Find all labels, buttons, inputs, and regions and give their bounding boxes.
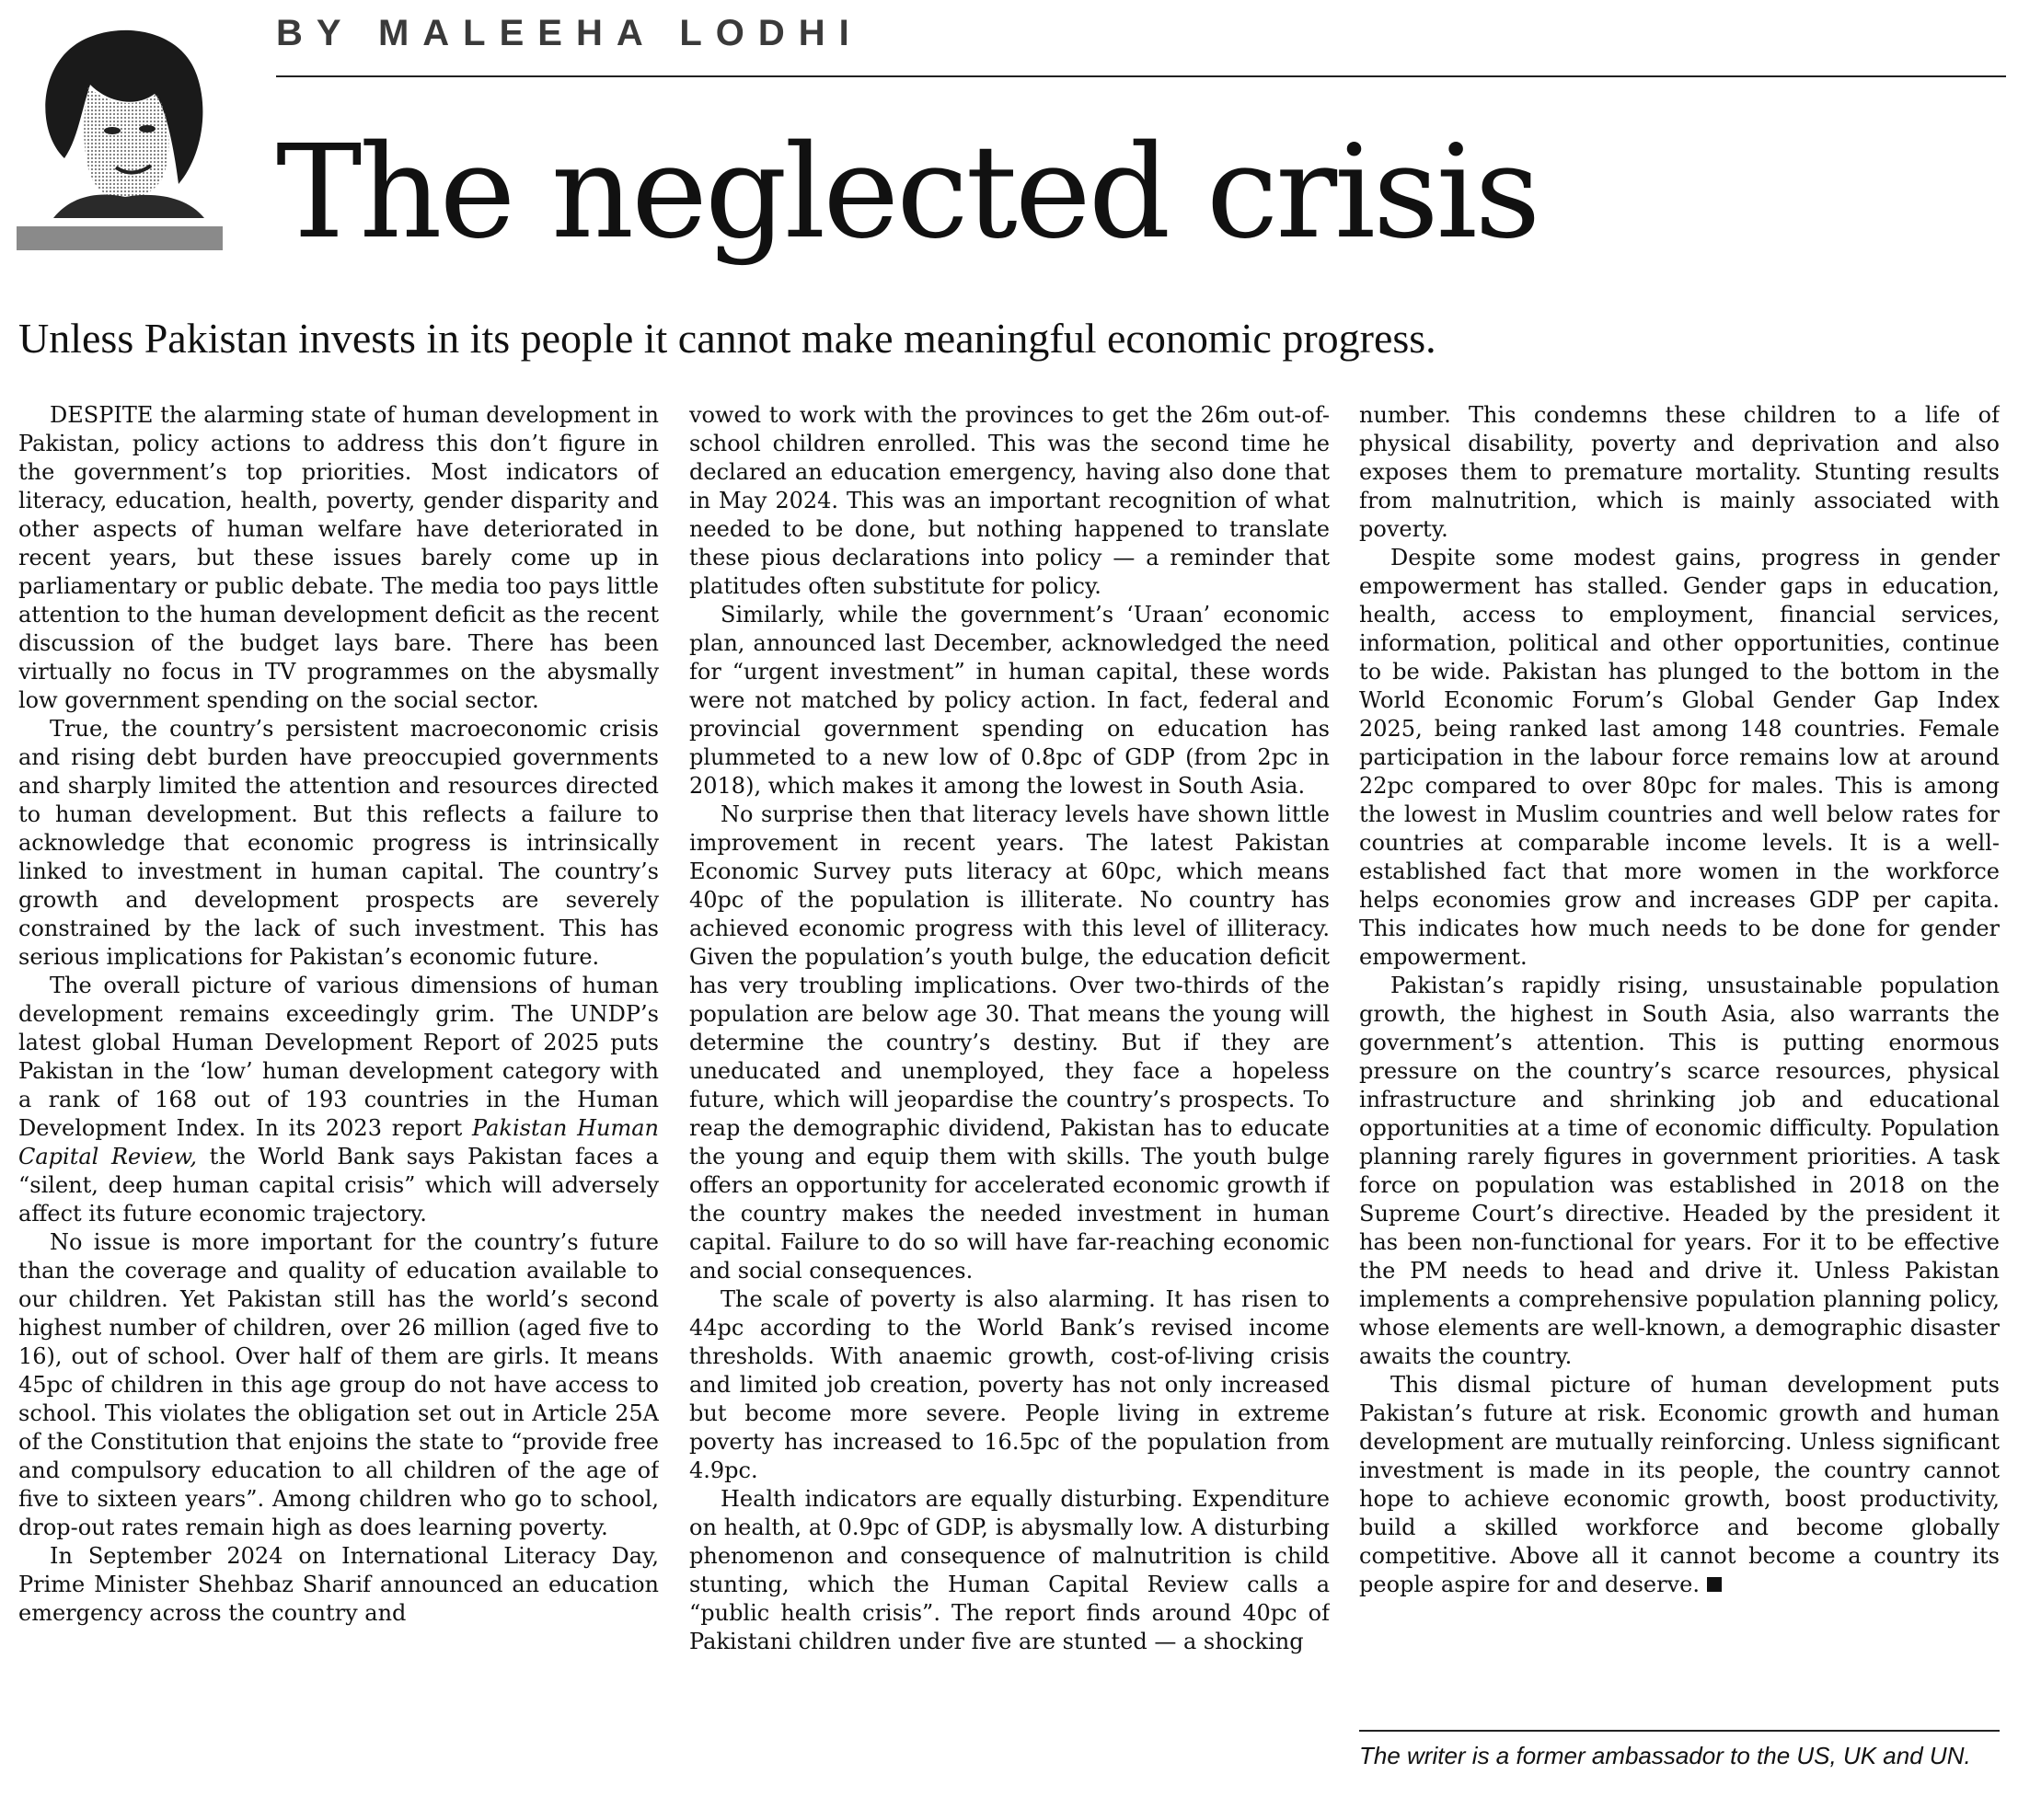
paragraph: No surprise then that literacy levels have shown little improvement in recent years. The latest Pakistan Economic Survey puts literacy at 60pc, which means 40pc of the population is illiterate. No country has achieved economic progress with this level of illiteracy. Given the population’s youth bulge, the education deficit has very troubling implications. Over two-thirds of the population are below age 30. That means the young will determine the country’s destiny. But if they are uneducated and unemployed, they face a hopeless future, which will jeopardise the country’s prospects. To reap the demographic dividend, Pakistan has to educate the young and equip them with skills. The youth bulge offers an opportunity for accelerated economic growth if the country makes the needed investment in human capital. Failure to do so will have far-reaching economic and social consequences.	[689, 801, 1330, 1284]
paragraph: In September 2024 on International Literacy Day, Prime Minister Shehbaz Sharif announced an education emergency across the country and	[18, 1543, 659, 1626]
byline-rule	[276, 75, 2006, 77]
article-column-1	[18, 401, 659, 1809]
paragraph: No issue is more important for the country’s future than the coverage and quality of education available to our children. Yet Pakistan still has the world’s second highest number of children, over 26 million (aged five to 16), out of school. Over half of them are girls. It means 45pc of children in this age group do not have access to school. This violates the obligation set out in Article 25A of the Constitution that enjoins the state to “provide free and compulsory education to all children of the age of five to sixteen years”. Among children who go to school, drop-out rates remain high as does learning poverty.	[18, 1229, 659, 1540]
paragraph: vowed to work with the provinces to get the 26m out-of-school children enrolled. This was the second time he declared an education emergency, having also done that in May 2024. This was an important recognition of what needed to be done, but nothing happened to translate these pious declarations into policy — a reminder that platitudes often substitute for policy.	[689, 402, 1330, 599]
byline: BY MALEEHA LODHI	[276, 13, 863, 53]
portrait-bar	[17, 226, 223, 250]
paragraph: True, the country’s persistent macroeconomic crisis and rising debt burden have preoccupied governments and sharply limited the attention and resources directed to human development. But this reflects a failure to acknowledge that economic progress is intrinsically linked to investment in human capital. The country’s growth and development prospects are severely constrained by the lack of such investment. This has serious implications for Pakistan’s economic future.	[18, 716, 659, 970]
footer-rule	[1359, 1730, 2000, 1732]
author-portrait	[17, 20, 223, 218]
paragraph-text: The overall picture of various dimensions of human development remains exceedingly grim. The UNDP’s latest global Human Development Report of 2025 puts Pakistan in the ‘low’ human development category with a rank of 168 out of 193 countries in the Human Development Index. In its 2023 report	[18, 973, 659, 1141]
paragraph-text: the World Bank says Pakistan faces a “silent, deep human capital crisis” which will adversely affect its future economic trajectory.	[18, 1144, 659, 1227]
paragraph: Health indicators are equally disturbing. Expenditure on health, at 0.9pc of GDP, is abysmally low. A disturbing phenomenon and consequence of malnutrition is child stunting, which the Human Capital Review calls a “public health crisis”. The report finds around 40pc of Pakistani children under five are stunted — a shocking	[689, 1486, 1330, 1654]
report-title: Pakistan Human Capital Review,	[18, 1115, 659, 1169]
article-column-3	[1359, 401, 2000, 1809]
paragraph: Pakistan’s rapidly rising, unsustainable population growth, the highest in South Asia, also warrants the government’s attention. This is putting enormous pressure on the country’s scarce resources, physical infrastructure and shrinking job and educational opportunities at a time of economic difficulty. Population planning rarely figures in government priorities. A task force on population was established in 2018 on the Supreme Court’s directive. Headed by the president it has been non-functional for years. For it to be effective the PM needs to head and drive it. Unless Pakistan implements a comprehensive population planning policy, whose elements are well-known, a demographic disaster awaits the country.	[1359, 973, 2000, 1369]
paragraph: Similarly, while the government’s ‘Uraan’ economic plan, announced last December, acknowledged the need for “urgent investment” in human capital, these words were not matched by policy action. In fact, federal and provincial government spending on education has plummeted to a new low of 0.8pc of GDP (from 2pc in 2018), which makes it among the lowest in South Asia.	[689, 602, 1330, 799]
paragraph	[1359, 1371, 2000, 1599]
standfirst: Unless Pakistan invests in its people it cannot make meaningful economic progress.	[18, 315, 1436, 362]
paragraph: DESPITE the alarming state of human development in Pakistan, policy actions to address this don’t figure in the government’s top priorities. Most indicators of literacy, education, health, poverty, gender disparity and other aspects of human welfare have deteriorated in recent years, but these issues barely come up in parliamentary or public debate. The media too pays little attention to the human development deficit as the recent discussion of the budget lays bare. There has been virtually no focus in TV programmes on the abysmally low government spending on the social sector.	[18, 402, 659, 713]
paragraph: The scale of poverty is also alarming. It has risen to 44pc according to the World Bank’s revised income thresholds. With anaemic growth, cost-of-living crisis and limited job creation, poverty has not only increased but become more severe. People living in extreme poverty has increased to 16.5pc of the population from 4.9pc.	[689, 1286, 1330, 1483]
paragraph: Despite some modest gains, progress in gender empowerment has stalled. Gender gaps in education, health, access to employment, financial services, information, political and other opportunities, continue to be wide. Pakistan has plunged to the bottom in the World Economic Forum’s Global Gender Gap Index 2025, being ranked last among 148 countries. Female participation in the labour force remains low at around 22pc compared to over 80pc for males. This is among the lowest in Muslim countries and well below rates for countries at comparable income levels. It is a well-established fact that more women in the workforce helps economies grow and increases GDP per capita. This indicates how much needs to be done for gender empowerment.	[1359, 545, 2000, 970]
author-note: The writer is a former ambassador to the US, UK and UN.	[1359, 1742, 1971, 1769]
paragraph: number. This condemns these children to a life of physical disability, poverty and deprivation and also exposes them to premature mortality. Stunting results from malnutrition, which is mainly associated with poverty.	[1359, 402, 2000, 542]
paragraph	[18, 972, 659, 1228]
headline: The neglected crisis	[276, 118, 1539, 268]
author-photo-icon	[17, 20, 223, 218]
article-column-2	[689, 401, 1330, 1809]
end-mark-icon	[1707, 1577, 1722, 1592]
paragraph-text: This dismal picture of human development puts Pakistan’s future at risk. Economic growth and human development are mutually reinforcing. Unless significant investment is made in its people, the country cannot hope to achieve economic growth, boost productivity, build a skilled workforce and become globally competitive. Above all it cannot become a country its people aspire for and deserve.	[1359, 1372, 2000, 1597]
